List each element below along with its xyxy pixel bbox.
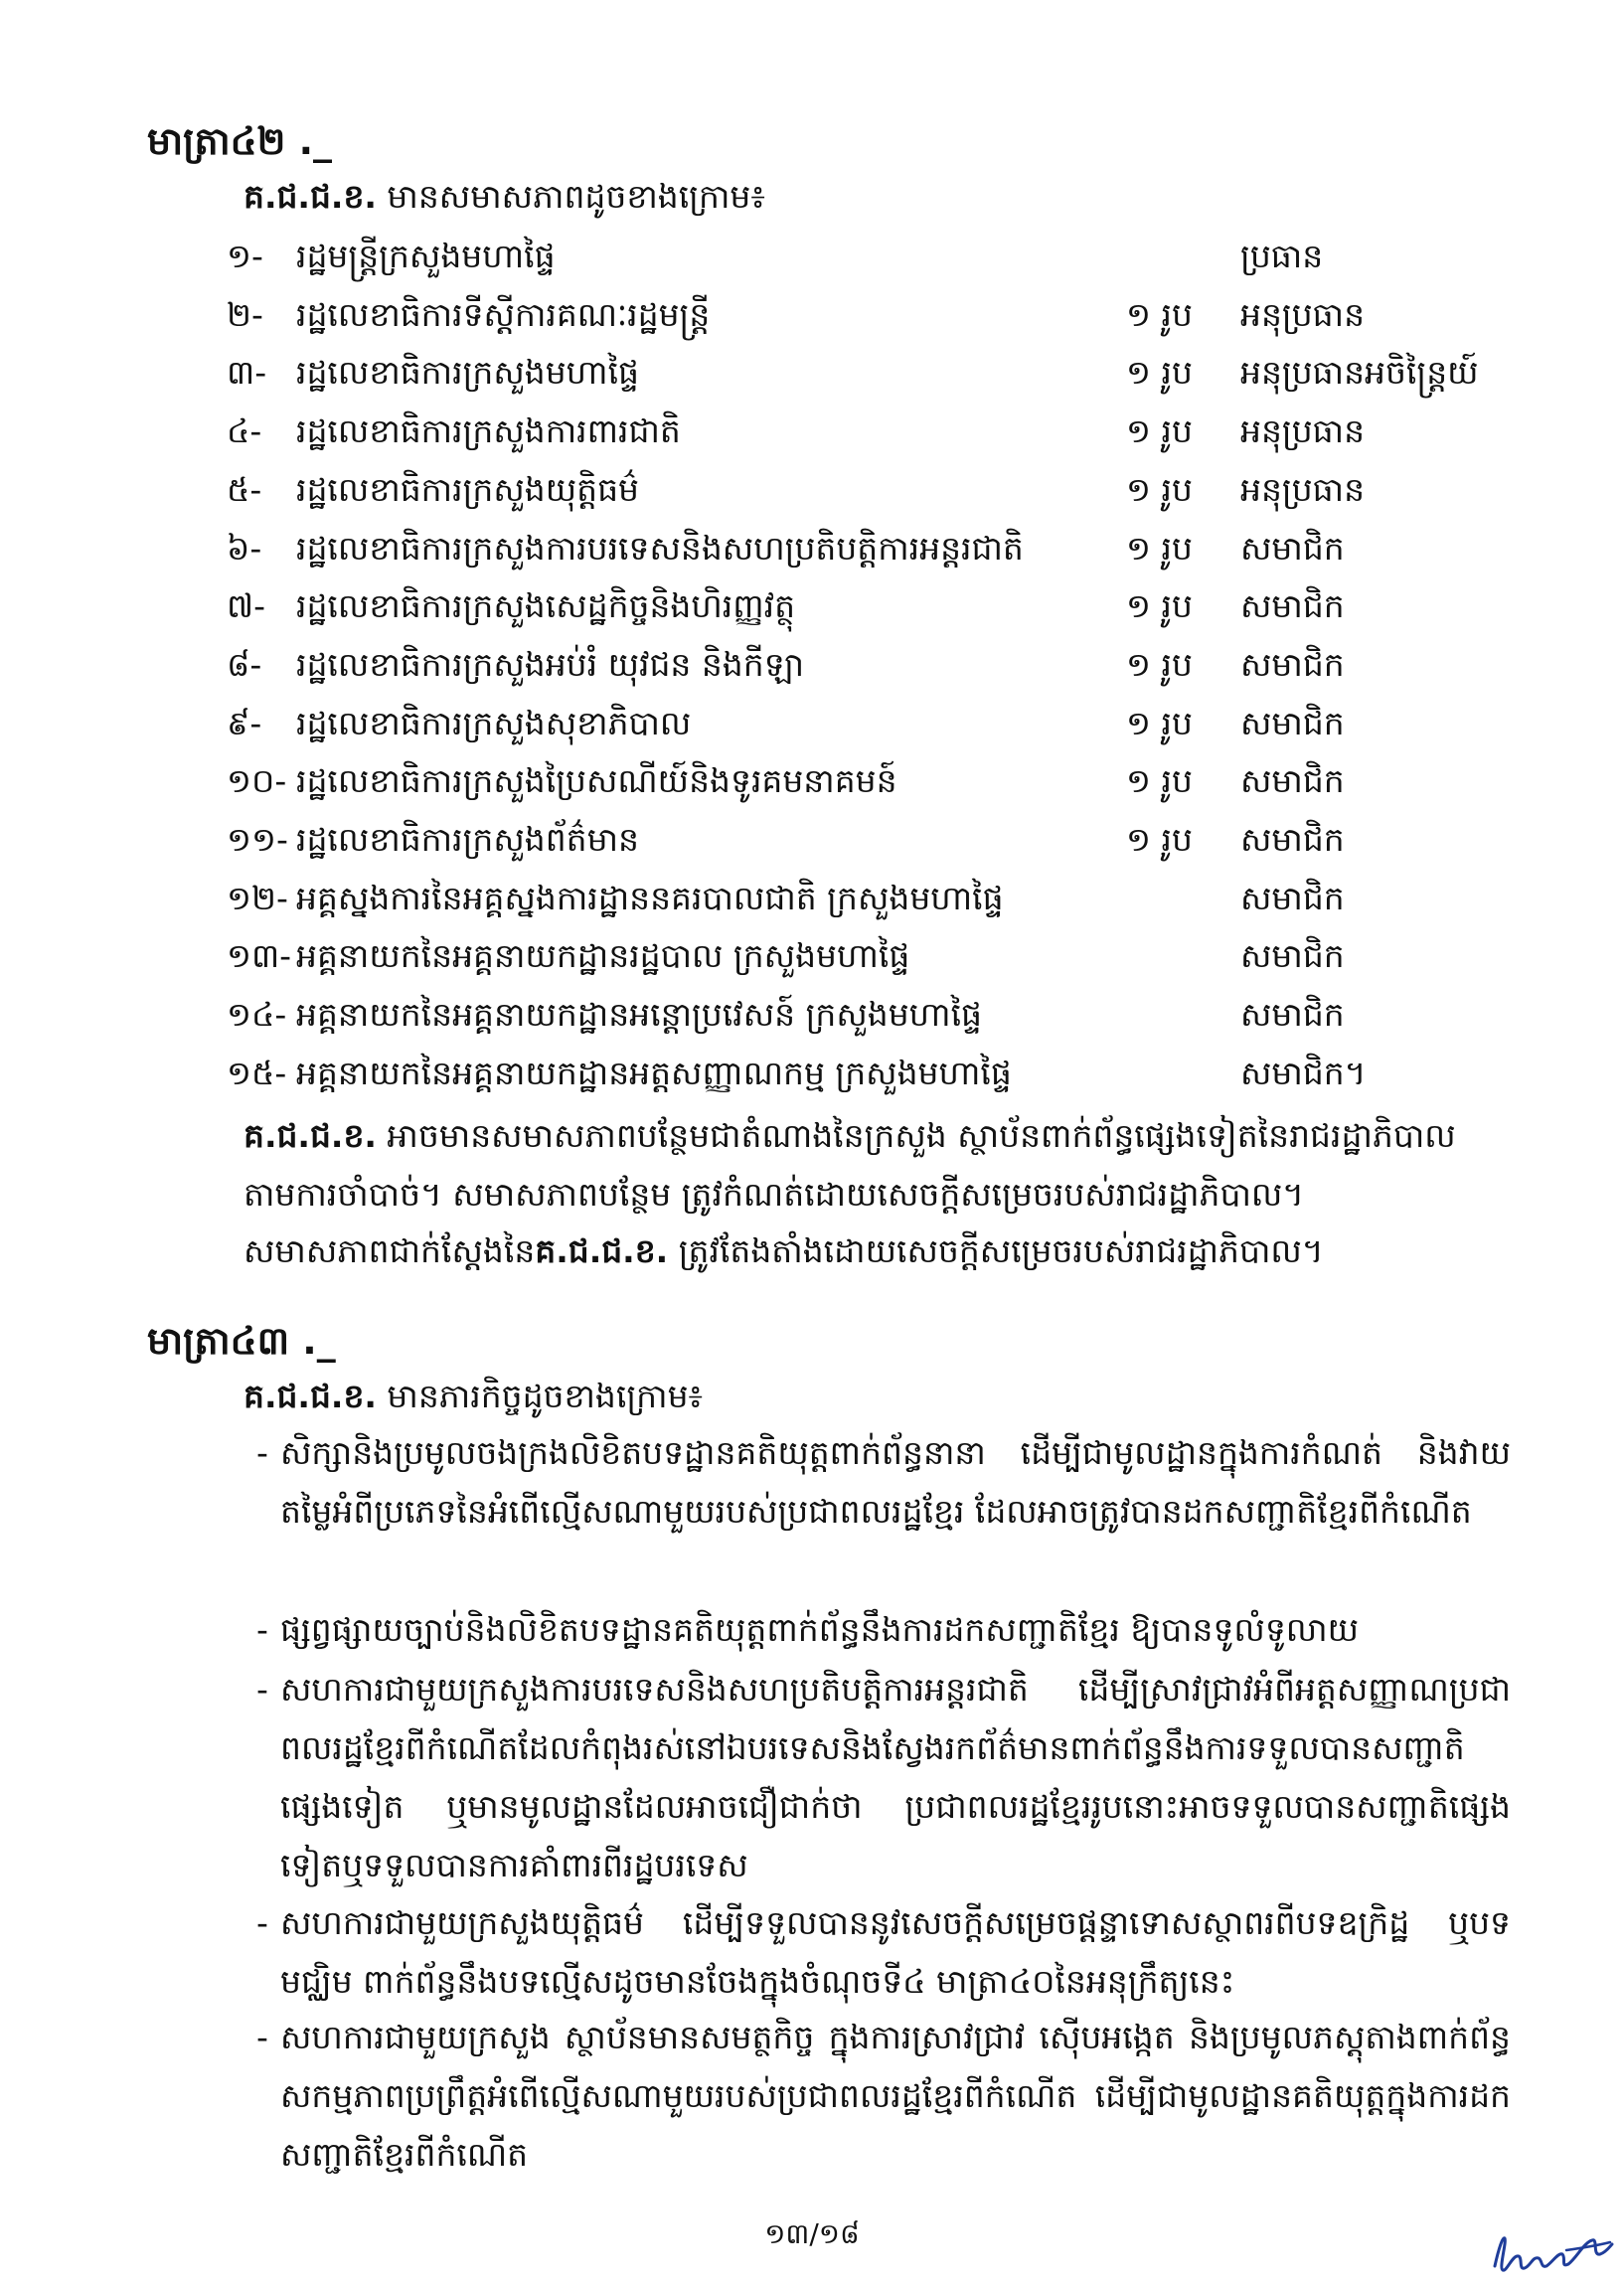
duty-bullet-3-text: សហការជាមួយក្រសួងការបរទេសនិងសហប្រតិបត្តិការអន្តរជាតិ ដើម្បីស្រាវជ្រាវអំពីអត្តសញ្ញាណប្រជាពលរដ្ឋខ្មែរពីកំណើតដែលកំពុងរស់នៅឯបរទេសនិងស្វែងរកព័ត៌មានពាក់ព័ន្ធនឹងការទទួលបានសញ្ជាតិផ្សេងទៀត ឬមានមូលដ្ឋានដែលអាចជឿជាក់ថា ប្រជាពលរដ្ឋខ្មែររូបនោះអាចទទួលបានសញ្ជាតិផ្សេងទៀតឬទទួលបានការគាំពារពីរដ្ឋបរទេស <box>280 1670 1511 1884</box>
member-number: ១៣- <box>227 936 292 976</box>
member-role: សមាជិក <box>1240 820 1345 859</box>
member-role: អនុប្រធាន <box>1240 294 1366 334</box>
article-42-para-2-post: ត្រូវតែងតាំងដោយសេចក្ដីសម្រេចរបស់រាជរដ្ឋាភិបាល។ <box>668 1231 1324 1270</box>
member-row <box>227 529 1519 578</box>
member-role: សមាជិក។ <box>1240 1053 1367 1092</box>
handwritten-signature-icon <box>1489 2228 1616 2278</box>
member-row <box>227 761 1519 811</box>
member-number: ៩- <box>227 703 262 742</box>
member-title: រដ្ឋលេខាធិការក្រសួងសេដ្ឋកិច្ចនិងហិរញ្ញវត្ថុ <box>296 586 796 626</box>
member-role: សមាជិក <box>1240 586 1345 626</box>
member-role: អនុប្រធាន <box>1240 411 1366 451</box>
member-row <box>227 820 1519 870</box>
article-43-intro-text: មានភារកិច្ចដូចខាងក្រោម៖ <box>376 1377 704 1415</box>
member-title: អគ្គនាយកនៃអគ្គនាយកដ្ឋានអន្តោប្រវេសន៍ ក្រសួងមហាផ្ទៃ <box>296 995 982 1035</box>
member-role: អនុប្រធានអចិន្ត្រៃយ៍ <box>1240 353 1479 393</box>
member-row <box>227 411 1519 461</box>
member-row <box>227 995 1519 1045</box>
member-number: ២- <box>227 294 263 334</box>
member-count: ១ រូប <box>1126 820 1193 859</box>
member-number: ៦- <box>227 528 262 568</box>
duty-bullet-4: - សហការជាមួយក្រសួងយុត្តិធម៌ ដើម្បីទទួលបាននូវសេចក្ដីសម្រេចផ្ដន្ទាទោសស្ថាពរពីបទឧក្រិដ្ឋ ឬបទមជ្ឈិម ពាក់ព័ន្ធនឹងបទល្មើសដូចមានចែងក្នុងចំណុចទី៤ មាត្រា៤០នៃអនុក្រឹត្យនេះ <box>256 1893 1511 2011</box>
duty-bullet-4-text: សហការជាមួយក្រសួងយុត្តិធម៌ ដើម្បីទទួលបាននូវសេចក្ដីសម្រេចផ្ដន្ទាទោសស្ថាពរពីបទឧក្រិដ្ឋ ឬបទមជ្ឈិម ពាក់ព័ន្ធនឹងបទល្មើសដូចមានចែងក្នុងចំណុចទី៤ មាត្រា៤០នៃអនុក្រឹត្យនេះ <box>280 1903 1511 2001</box>
member-title: អគ្គនាយកនៃអគ្គនាយកដ្ឋានរដ្ឋបាល ក្រសួងមហាផ្ទៃ <box>296 936 910 976</box>
member-title: រដ្ឋលេខាធិការក្រសួងព័ត៌មាន <box>296 820 639 859</box>
member-title: រដ្ឋលេខាធិការក្រសួងការពារជាតិ <box>296 411 681 451</box>
member-row <box>227 1054 1519 1103</box>
duty-bullet-5: - សហការជាមួយក្រសួង ស្ថាប័នមានសមត្ថកិច្ច ក្នុងការស្រាវជ្រាវ ស៊ើបអង្កេត និងប្រមូលភស្ដុតាងពាក់ព័ន្ធសកម្មភាពប្រព្រឹត្តអំពើល្មើសណាមួយរបស់ប្រជាពលរដ្ឋខ្មែរពីកំណើត ដើម្បីជាមូលដ្ឋានគតិយុត្តក្នុងការដកសញ្ជាតិខ្មែរពីកំណើត <box>256 2008 1511 2184</box>
member-role: សមាជិក <box>1240 995 1345 1035</box>
member-title: រដ្ឋលេខាធិការក្រសួងប្រៃសណីយ៍និងទូរគមនាគមន៍ <box>296 761 897 801</box>
duty-bullet-1: - សិក្សានិងប្រមូលចងក្រងលិខិតបទដ្ឋានគតិយុត្តពាក់ព័ន្ធនានា ដើម្បីជាមូលដ្ឋានក្នុងការកំណត់ និងវាយតម្លៃអំពីប្រភេទនៃអំពើល្មើសណាមួយរបស់ប្រជាពលរដ្ឋខ្មែរ ដែលអាចត្រូវបានដកសញ្ជាតិខ្មែរពីកំណើត <box>256 1423 1511 1541</box>
article-42-heading: មាត្រា៤២ ._ <box>147 119 333 163</box>
article-42-para-2-abbr: គ.ជ.ជ.ខ. <box>535 1231 669 1270</box>
member-title: រដ្ឋលេខាធិការក្រសួងអប់រំ យុវជន និងកីឡា <box>296 644 804 684</box>
member-count: ១ រូប <box>1126 586 1193 626</box>
member-number: ៧- <box>227 586 265 626</box>
duty-bullet-2-text: ផ្សព្វផ្សាយច្បាប់និងលិខិតបទដ្ឋានគតិយុត្តពាក់ព័ន្ធនឹងការដកសញ្ជាតិខ្មែរ ឱ្យបានទូលំទូលាយ <box>280 1610 1360 1649</box>
member-number: ១៥- <box>227 1053 287 1092</box>
member-row <box>227 237 1519 286</box>
member-number: ៤- <box>227 411 262 451</box>
member-title: រដ្ឋលេខាធិការក្រសួងយុត្តិធម៌ <box>296 469 639 509</box>
member-number: ១- <box>227 237 263 275</box>
member-count: ១ រូប <box>1126 703 1193 742</box>
member-role: សមាជិក <box>1240 936 1345 976</box>
member-title: រដ្ឋលេខាធិការទីស្ដីការគណៈរដ្ឋមន្ត្រី <box>296 294 711 334</box>
article-42-intro-text: មានសមាសភាពដូចខាងក្រោម៖ <box>376 177 765 216</box>
member-title: អគ្គនាយកនៃអគ្គនាយកដ្ឋានអត្តសញ្ញាណកម្ម ក្រសួងមហាផ្ទៃ <box>296 1053 1012 1092</box>
member-role: សមាជិក <box>1240 761 1345 801</box>
member-role: សមាជិក <box>1240 528 1345 568</box>
member-count: ១ រូប <box>1126 411 1193 451</box>
member-role: សមាជិក <box>1240 878 1345 917</box>
article-42-para-2 <box>244 1231 1324 1279</box>
member-title: រដ្ឋលេខាធិការក្រសួងសុខាភិបាល <box>296 703 692 742</box>
member-role: ប្រធាន <box>1240 237 1324 275</box>
member-row <box>227 936 1519 986</box>
member-row <box>227 704 1519 753</box>
member-number: ៣- <box>227 353 267 393</box>
member-count: ១ រូប <box>1126 644 1193 684</box>
article-43-intro-abbr: គ.ជ.ជ.ខ. <box>244 1377 377 1415</box>
member-number: ១១- <box>227 820 288 859</box>
article-42-para-2-pre: សមាសភាពជាក់ស្ដែងនៃ <box>244 1231 536 1270</box>
member-title: អគ្គស្នងការនៃអគ្គស្នងការដ្ឋាននគរបាលជាតិ ក្រសួងមហាផ្ទៃ <box>296 878 1004 917</box>
article-43-intro <box>244 1377 703 1424</box>
article-43-heading: មាត្រា៤៣ ._ <box>147 1319 336 1363</box>
member-title: រដ្ឋមន្ត្រីក្រសួងមហាផ្ទៃ <box>296 237 556 275</box>
member-title: រដ្ឋលេខាធិការក្រសួងមហាផ្ទៃ <box>296 353 639 393</box>
member-row <box>227 879 1519 928</box>
duty-bullet-1-text: សិក្សានិងប្រមូលចងក្រងលិខិតបទដ្ឋានគតិយុត្តពាក់ព័ន្ធនានា ដើម្បីជាមូលដ្ឋានក្នុងការកំណត់ និងវាយតម្លៃអំពីប្រភេទនៃអំពើល្មើសណាមួយរបស់ប្រជាពលរដ្ឋខ្មែរ ដែលអាចត្រូវបានដកសញ្ជាតិខ្មែរពីកំណើត <box>280 1433 1511 1531</box>
article-42-para-1 <box>244 1106 1511 1224</box>
member-role: សមាជិក <box>1240 644 1345 684</box>
member-role: សមាជិក <box>1240 703 1345 742</box>
member-row <box>227 645 1519 695</box>
member-row <box>227 586 1519 636</box>
member-count: ១ រូប <box>1126 528 1193 568</box>
article-42-intro-abbr: គ.ជ.ជ.ខ. <box>244 177 377 216</box>
member-number: ១៤- <box>227 995 287 1035</box>
page-number: ១៣/១៨ <box>764 2217 860 2250</box>
article-42-para-1-text: អាចមានសមាសភាពបន្ថែមជាតំណាងនៃក្រសួង ស្ថាប័នពាក់ព័ន្ធផ្សេងទៀតនៃរាជរដ្ឋាភិបាល តាមការចាំបាច់។ សមាសភាពបន្ថែម ត្រូវកំណត់ដោយសេចក្ដីសម្រេចរបស់រាជរដ្ឋាភិបាល។ <box>244 1116 1456 1214</box>
article-42-intro <box>244 177 765 225</box>
member-role: អនុប្រធាន <box>1240 469 1366 509</box>
duty-bullet-2: - ផ្សព្វផ្សាយច្បាប់និងលិខិតបទដ្ឋានគតិយុត្តពាក់ព័ន្ធនឹងការដកសញ្ជាតិខ្មែរ ឱ្យបានទូលំទូលាយ <box>256 1600 1511 1659</box>
member-count: ១ រូប <box>1126 353 1193 393</box>
member-row <box>227 295 1519 345</box>
duty-bullet-5-text: សហការជាមួយក្រសួង ស្ថាប័នមានសមត្ថកិច្ច ក្នុងការស្រាវជ្រាវ ស៊ើបអង្កេត និងប្រមូលភស្ដុតាងពាក់ព័ន្ធសកម្មភាពប្រព្រឹត្តអំពើល្មើសណាមួយរបស់ប្រជាពលរដ្ឋខ្មែរពីកំណើត ដើម្បីជាមូលដ្ឋានគតិយុត្តក្នុងការដកសញ្ជាតិខ្មែរពីកំណើត <box>280 2018 1511 2174</box>
member-row <box>227 353 1519 403</box>
member-number: ១២- <box>227 878 288 917</box>
member-number: ៨- <box>227 644 262 684</box>
member-count: ១ រូប <box>1126 469 1193 509</box>
member-count: ១ រូប <box>1126 761 1193 801</box>
member-row <box>227 470 1519 520</box>
duty-bullet-3: - សហការជាមួយក្រសួងការបរទេសនិងសហប្រតិបត្តិការអន្តរជាតិ ដើម្បីស្រាវជ្រាវអំពីអត្តសញ្ញាណប្រជាពលរដ្ឋខ្មែរពីកំណើតដែលកំពុងរស់នៅឯបរទេសនិងស្វែងរកព័ត៌មានពាក់ព័ន្ធនឹងការទទួលបានសញ្ជាតិផ្សេងទៀត ឬមានមូលដ្ឋានដែលអាចជឿជាក់ថា ប្រជាពលរដ្ឋខ្មែររូបនោះអាចទទួលបានសញ្ជាតិផ្សេងទៀតឬទទួលបានការគាំពារពីរដ្ឋបរទេស <box>256 1660 1511 1894</box>
member-number: ១០- <box>227 761 287 801</box>
member-count: ១ រូប <box>1126 294 1193 334</box>
member-title: រដ្ឋលេខាធិការក្រសួងការបរទេសនិងសហប្រតិបត្តិការអន្តរជាតិ <box>296 528 1024 568</box>
article-42-para-1-abbr: គ.ជ.ជ.ខ. <box>244 1116 377 1155</box>
member-number: ៥- <box>227 469 262 509</box>
